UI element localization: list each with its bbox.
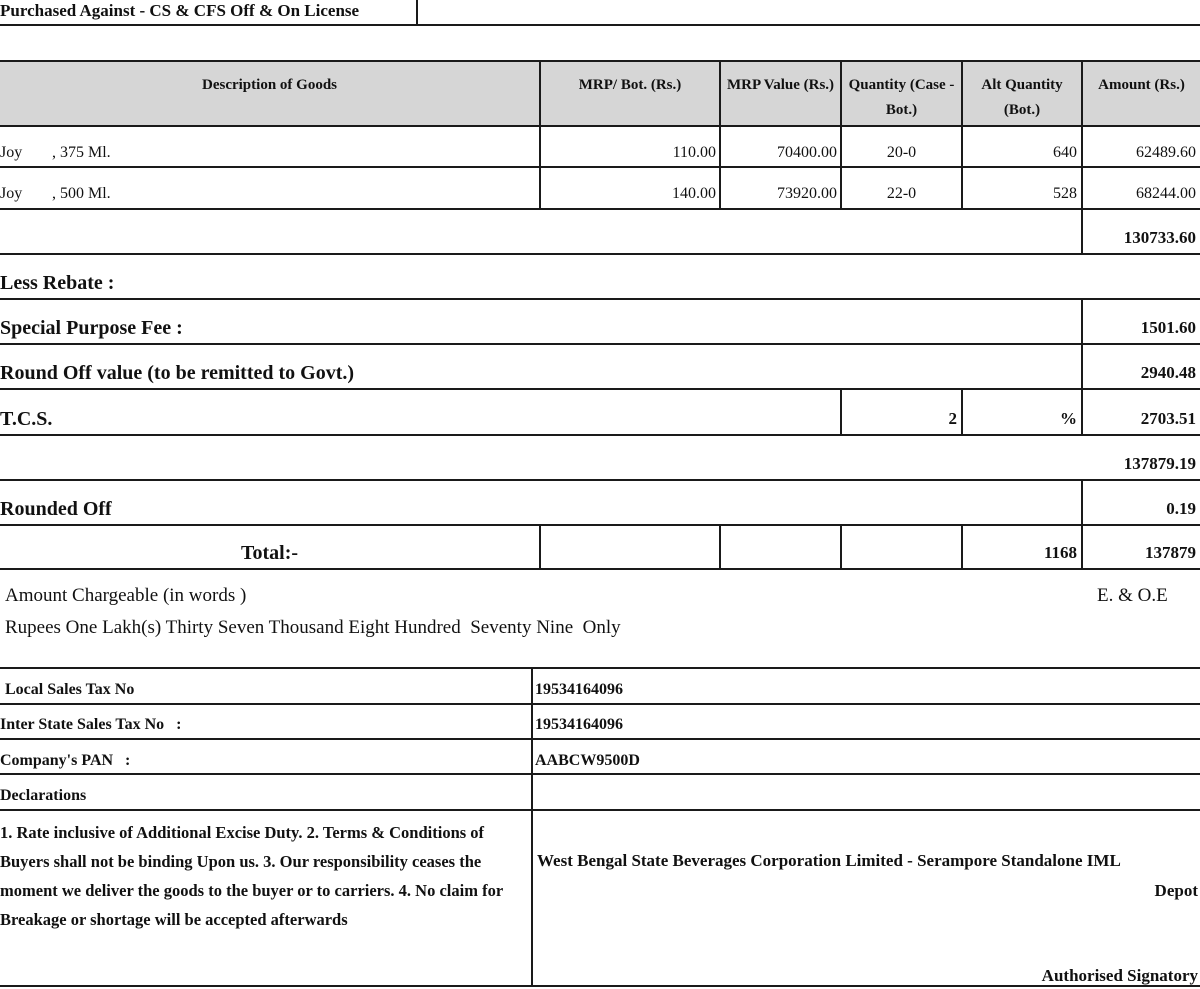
tcs-percent-symbol: % <box>1060 409 1077 428</box>
local-sales-tax-no: 19534164096 <box>535 681 623 698</box>
grid-line <box>0 434 1200 436</box>
grid-line <box>0 568 1200 570</box>
header-mrp-per-bottle: MRP/ Bot. (Rs.) <box>578 77 682 93</box>
eoe-label: E. & O.E <box>1097 585 1168 606</box>
header-alt-quantity: Alt Quantity (Bot.) <box>981 77 1063 118</box>
tcs-label: T.C.S. <box>0 408 53 430</box>
row-2-mrp-per-bottle: 140.00 <box>672 185 716 202</box>
rounded-off-label: Rounded Off <box>0 498 112 520</box>
local-sales-tax-label: Local Sales Tax No <box>5 681 135 698</box>
rounded-off-value: 0.19 <box>1166 499 1196 518</box>
grid-line <box>0 388 1200 390</box>
grid-line <box>0 524 1200 526</box>
tcs-rate: 2 <box>948 409 957 428</box>
special-purpose-fee-value: 1501.60 <box>1140 318 1196 337</box>
authorised-signatory: Authorised Signatory <box>1041 966 1198 985</box>
amount-in-words-text: Rupees One Lakh(s) Thirty Seven Thousand Eight Hundred Seventy Nine Only <box>5 617 621 638</box>
row-1-mrp-per-bottle: 110.00 <box>672 144 716 161</box>
total-label: Total:- <box>240 542 299 564</box>
grid-line <box>0 479 1200 481</box>
amount-in-words-label: Amount Chargeable (in words ) <box>5 585 247 606</box>
company-pan: AABCW9500D <box>535 752 640 769</box>
grid-line <box>0 343 1200 345</box>
row-2-quantity: 22-0 <box>886 185 917 202</box>
round-off-govt-label: Round Off value (to be remitted to Govt.) <box>0 362 355 384</box>
row-2-brand: Joy <box>0 185 23 202</box>
grid-line <box>0 60 1200 62</box>
row-1-amount: 62489.60 <box>1136 144 1196 161</box>
grid-line <box>0 125 1200 127</box>
purchase-box-bottom-line <box>0 24 1200 26</box>
purchased-against-label: Purchased Against - CS & CFS Off & On License <box>0 1 360 20</box>
total-alt-quantity: 1168 <box>1043 543 1077 562</box>
company-name-line2: Depot <box>1154 881 1198 900</box>
grid-line <box>0 703 1200 705</box>
header-mrp-value: MRP Value (Rs.) <box>726 77 835 93</box>
row-2-mrp-value: 73920.00 <box>777 185 837 202</box>
grid-line <box>0 298 1200 300</box>
declarations-label: Declarations <box>0 787 87 804</box>
grid-line <box>0 166 1200 168</box>
pan-label: Company's PAN : <box>0 752 131 769</box>
total-amount: 137879 <box>1145 543 1196 562</box>
gross-total: 137879.19 <box>1123 454 1196 473</box>
row-1-mrp-value: 70400.00 <box>777 144 837 161</box>
header-quantity: Quantity (Case - Bot.) <box>848 77 955 118</box>
special-purpose-fee-label: Special Purpose Fee : <box>0 317 183 339</box>
row-1-alt-quantity: 640 <box>1053 144 1077 161</box>
declarations-text: 1. Rate inclusive of Additional Excise Duty. 2. Terms & Conditions of Buyers shall not be binding Upon us. 3. Our responsibility ceases the moment we deliver the goods to the buyer or to carriers. 4. No claim for Breakage or shortage will be accepted afterwards <box>0 823 503 929</box>
round-off-govt-value: 2940.48 <box>1140 363 1196 382</box>
tcs-value: 2703.51 <box>1140 409 1196 428</box>
row-2-amount: 68244.00 <box>1136 185 1196 202</box>
grid-line <box>0 208 1200 210</box>
grid-line <box>0 253 1200 255</box>
grid-line <box>0 773 1200 775</box>
header-description: Description of Goods <box>202 77 337 93</box>
grid-line <box>719 524 721 568</box>
grid-line <box>539 524 541 568</box>
row-1-size: , 375 Ml. <box>52 144 111 161</box>
less-rebate-label: Less Rebate : <box>0 272 115 294</box>
inter-state-tax-no: 19534164096 <box>535 716 623 733</box>
grid-line <box>0 738 1200 740</box>
company-name-line1: West Bengal State Beverages Corporation Limited - Serampore Standalone IML <box>537 851 1121 870</box>
inter-state-tax-label: Inter State Sales Tax No : <box>0 716 182 733</box>
purchase-box-border <box>416 0 418 24</box>
row-1-quantity: 20-0 <box>886 144 917 161</box>
row-1-brand: Joy <box>0 144 23 161</box>
subtotal-amount: 130733.60 <box>1123 228 1196 247</box>
grid-line <box>0 667 1200 669</box>
row-2-alt-quantity: 528 <box>1053 185 1077 202</box>
row-2-size: , 500 Ml. <box>52 185 111 202</box>
grid-line <box>840 524 842 568</box>
header-amount: Amount (Rs.) <box>1098 77 1185 93</box>
grid-line <box>531 667 533 987</box>
grid-line <box>0 809 1200 811</box>
